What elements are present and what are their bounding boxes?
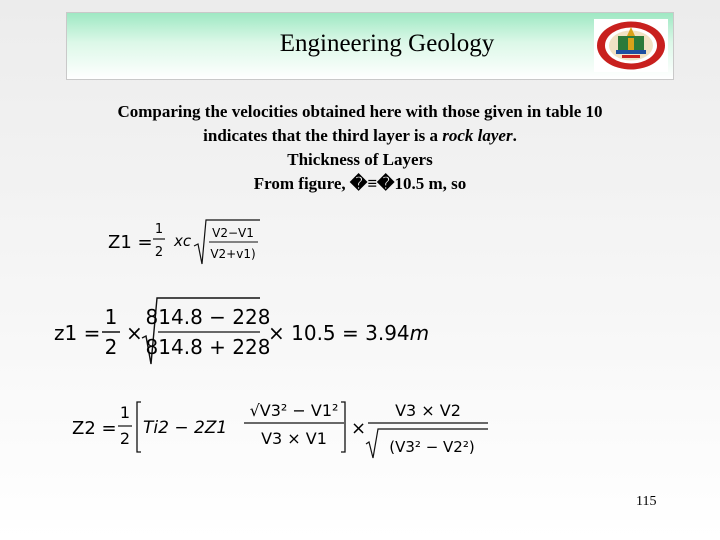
- eq3-frac-den: 2: [119, 429, 131, 448]
- eq3-inner-num: √V3² − V1²: [249, 401, 339, 420]
- eq3-frac-num: 1: [119, 403, 131, 422]
- eq3-right-den: (V3² − V2²): [389, 438, 475, 456]
- eq1-frac-den: 2: [154, 245, 164, 260]
- from-figure-suffix: m, so: [424, 174, 467, 193]
- section-heading-thickness: Thickness of Layers: [287, 150, 433, 169]
- eq2-rad-num: 814.8 − 228: [145, 305, 271, 329]
- eq2-lhs: z1 =: [54, 321, 101, 345]
- eq3-right-num: V3 × V2: [395, 401, 461, 420]
- eq1-frac-num: 1: [154, 222, 164, 237]
- eq1-lhs: Z1 =: [108, 232, 153, 253]
- from-figure-prefix: From figure,: [253, 174, 350, 193]
- eq1-rad-num: V2−V1: [212, 226, 254, 240]
- conclusion-prefix: indicates that the third layer is a: [203, 126, 443, 145]
- eq3-times: ×: [351, 418, 367, 439]
- body-line-from-figure: [20, 172, 700, 196]
- eq2-frac-num: 1: [104, 305, 118, 329]
- eq2-rhs: [268, 321, 429, 345]
- equation-z2-formula: [66, 396, 496, 462]
- body-line-conclusion: [20, 124, 700, 148]
- eq1-rad-den: V2+v1): [210, 247, 256, 261]
- eq1-term: xc: [174, 232, 192, 250]
- eq2-rhs-value: × 10.5 = 3.94: [268, 321, 410, 345]
- slide-title: Engineering Geology: [279, 30, 495, 57]
- eq3-lhs: Z2 =: [72, 418, 117, 439]
- university-logo-emblem: [594, 19, 668, 72]
- university-logo: [594, 19, 668, 72]
- eq2-frac-den: 2: [104, 335, 118, 359]
- garbled-symbol-value: �≡�10.5: [349, 174, 425, 193]
- body-line-comparison: Comparing the velocities obtained here with those given in table 10: [117, 102, 603, 121]
- eq2-rad-den: 814.8 + 228: [145, 335, 271, 359]
- equation-z1-calculation: [48, 294, 430, 370]
- rock-layer-emphasis: rock layer: [442, 126, 513, 145]
- header-bar: [66, 12, 674, 80]
- eq3-inner-den: V3 × V1: [261, 429, 327, 448]
- eq3-ti-term: Ti2 − 2Z1: [143, 418, 228, 438]
- conclusion-suffix: .: [512, 126, 517, 145]
- page-number: 115: [636, 494, 657, 509]
- eq2-times: ×: [126, 321, 143, 345]
- eq2-rhs-unit: m: [409, 321, 430, 345]
- equation-z1-formula: [100, 214, 280, 270]
